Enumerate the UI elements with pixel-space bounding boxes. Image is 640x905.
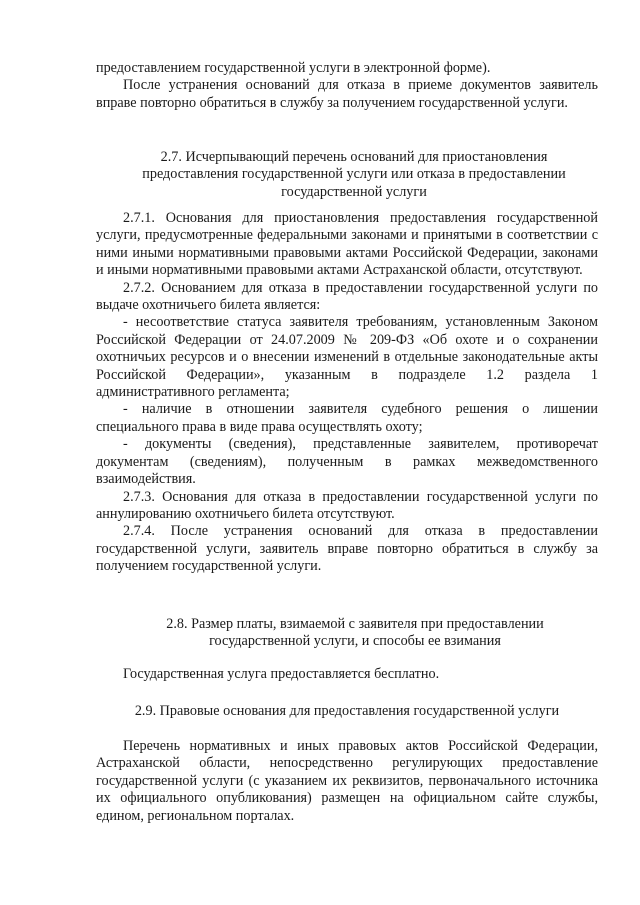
top-block (96, 60, 598, 112)
top-paragraph: После устранения оснований для отказа в приеме документов заявитель вправе повторно обратиться в службу за получением государственной услуги. (96, 77, 598, 111)
paragraph-2-7-3: 2.7.3. Основания для отказа в предоставлении государственной услуги по аннулированию охотничьего билета отсутствуют. (96, 488, 598, 522)
section-2-7-body (96, 210, 598, 576)
section-2-8-body (96, 666, 598, 683)
list-item-2-7-2-1: - несоответствие статуса заявителя требованиям, установленным Законом Российской Федерации от 24.07.2009 № 209-ФЗ «Об охоте и о сохранении охотничьих ресурсов и о внесении изменений в отдельные законодательные акты Российской Федерации», указанным в подразделе 1.2 раздела 1 административного регламента; (96, 314, 598, 401)
section-2-9-heading: 2.9. Правовые основания для предоставления государственной услуги (134, 703, 560, 719)
paragraph-2-9: Перечень нормативных и иных правовых актов Российской Федерации, Астраханской области, непосредственно регулирующих предоставление государственной услуги (с указанием их реквизитов, первоначального источника их официального опубликования) размещен на официальном сайте службы, едином, региональном порталах. (96, 738, 598, 824)
paragraph-2-7-4: 2.7.4. После устранения оснований для отказа в предоставлении государственной услуги, заявитель вправе повторно обратиться в службу за получением государственной услуги. (96, 523, 598, 575)
list-item-2-7-2-3: - документы (сведения), представленные заявителем, противоречат документам (сведениям), полученным в рамках межведомственного взаимодействия. (96, 436, 598, 488)
paragraph-2-7-2: 2.7.2. Основанием для отказа в предоставлении государственной услуги по выдаче охотничьего билета является: (96, 279, 598, 314)
paragraph-2-8: Государственная услуга предоставляется бесплатно. (123, 666, 440, 682)
section-2-8-heading: 2.8. Размер платы, взимаемой с заявителя при предоставлении государственной услуги, и способы ее взимания (166, 616, 544, 650)
paragraph-2-7-1: 2.7.1. Основания для приостановления предоставления государственной услуги, предусмотренные федеральными законами и принятыми в соответствии с ними иными нормативными правовыми актами Российской Федерации, законами и иными нормативными правовыми актами Астраханской области, отсутствуют. (96, 210, 598, 279)
top-continuation: предоставлением государственной услуги в электронной форме). (96, 60, 491, 76)
list-item-2-7-2-2: - наличие в отношении заявителя судебного решения о лишении специального права в виде права осуществлять охоту; (96, 401, 598, 435)
section-2-7-heading: 2.7. Исчерпывающий перечень оснований для приостановления предоставления государственной услуги или отказа в предоставлении государственной услуги (142, 149, 566, 200)
section-2-9-body (96, 738, 598, 825)
